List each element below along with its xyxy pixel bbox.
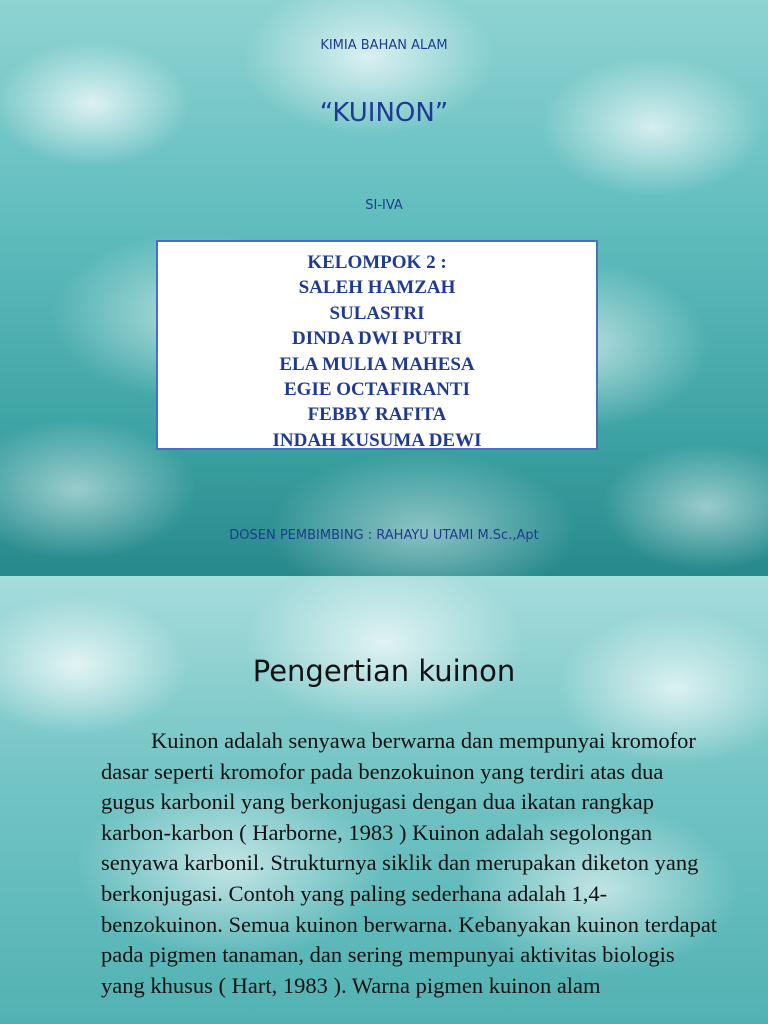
group-members-box [156, 240, 598, 450]
supervisor-label: DOSEN PEMBIMBING : RAHAYU UTAMI M.Sc.,Apt [229, 528, 539, 543]
class-label: SI-IVA [365, 198, 403, 213]
member-name: ELA MULIA MAHESA [279, 353, 475, 375]
body-paragraph: Kuinon adalah senyawa berwarna dan mempunyai kromofor dasar seperti kromofor pada benzokuinon yang terdiri atas dua gugus karbonil yang berkonjugasi dengan dua ikatan rangkap karbon-karbon ( Harborne, 1983 ) Kuinon adalah segolongan senyawa karbonil. Strukturnya siklik dan merupakan diketon yang berkonjugasi. Contoh yang paling sederhana adalah 1,4-benzokuinon. Semua kuinon berwarna. Kebanyakan kuinon terdapat pada pigmen tanaman, dan sering mempunyai aktivitas biologis yang khusus ( Hart, 1983 ). Warna pigmen kuinon alam [101, 728, 718, 998]
course-label: KIMIA BAHAN ALAM [320, 38, 448, 53]
topic-title: “KUINON” [319, 98, 449, 128]
member-name: FEBBY RAFITA [307, 404, 447, 426]
member-name: INDAH KUSUMA DEWI [272, 429, 482, 451]
member-name: EGIE OCTAFIRANTI [284, 379, 470, 401]
member-name: DINDA DWI PUTRI [292, 328, 462, 350]
member-name: SULASTRI [329, 302, 425, 324]
definition-slide [0, 576, 768, 1024]
section-title: Pengertian kuinon [252, 654, 516, 688]
group-heading: KELOMPOK 2 : [307, 252, 447, 273]
member-name: SALEH HAMZAH [298, 277, 456, 299]
